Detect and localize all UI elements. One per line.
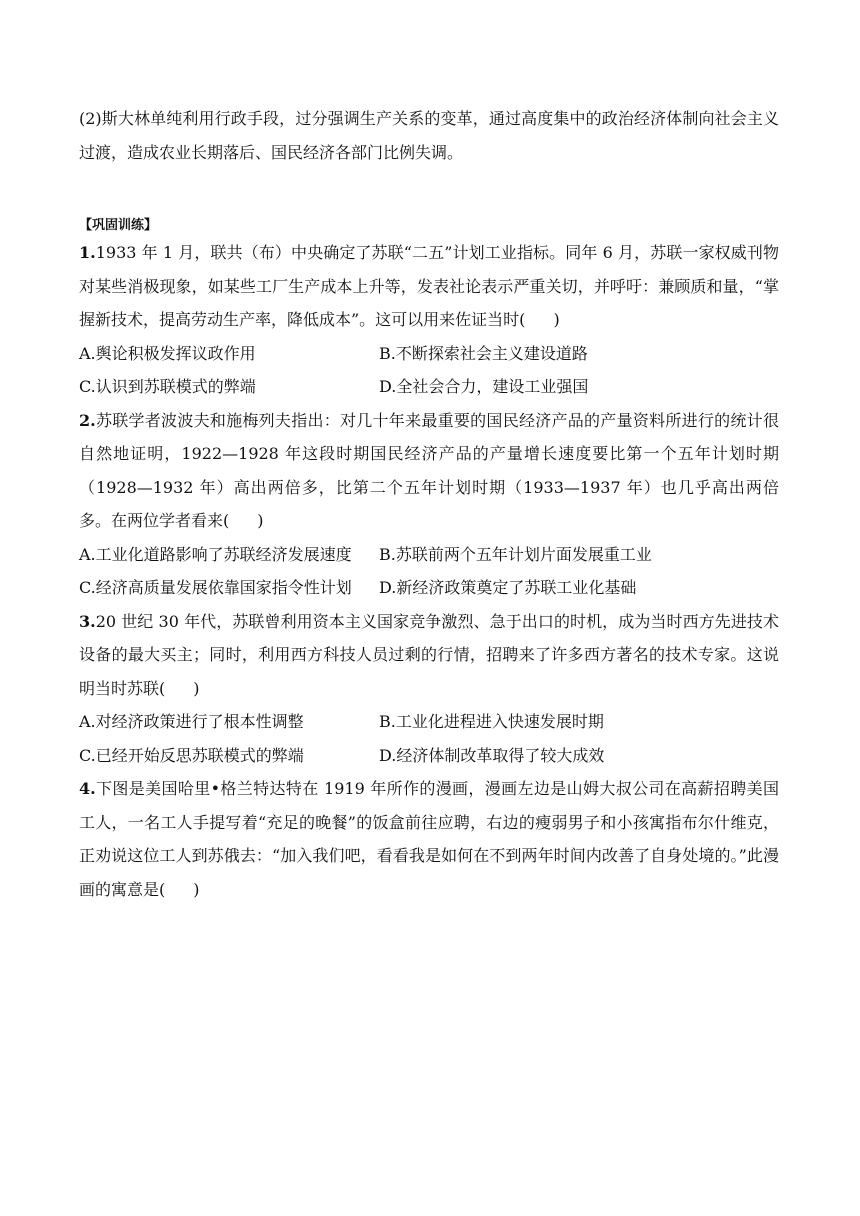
option-c: C.认识到苏联模式的弊端 bbox=[79, 377, 256, 396]
question-text-end: ) bbox=[257, 511, 264, 530]
option-d: D.新经济政策奠定了苏联工业化基础 bbox=[379, 578, 637, 597]
options-grid bbox=[79, 538, 779, 605]
question-number: 3. bbox=[79, 611, 96, 631]
option-a: A.舆论积极发挥议政作用 bbox=[79, 343, 256, 363]
question-4 bbox=[79, 772, 779, 906]
question-text-end: ) bbox=[193, 879, 200, 899]
option-c: C.经济高质量发展依靠国家指令性计划 bbox=[79, 578, 352, 597]
options-grid bbox=[79, 705, 779, 772]
option-c: C.已经开始反思苏联模式的弊端 bbox=[79, 745, 304, 765]
question-stem bbox=[79, 236, 779, 337]
question-stem bbox=[79, 605, 779, 706]
question-text-end: ) bbox=[193, 678, 200, 698]
question-3 bbox=[79, 605, 779, 773]
intro-paragraph: (2)斯大林单纯利用行政手段，过分强调生产关系的变革，通过高度集中的政治经济体制向社会主义过渡，造成农业长期落后、国民经济各部门比例失调。 bbox=[79, 109, 779, 162]
options-grid bbox=[79, 337, 779, 404]
question-number: 4. bbox=[79, 779, 96, 798]
option-d: D.经济体制改革取得了较大成效 bbox=[379, 745, 605, 765]
question-stem bbox=[79, 404, 779, 538]
question-number: 2. bbox=[79, 410, 96, 430]
option-b: B.工业化进程进入快速发展时期 bbox=[379, 712, 604, 731]
option-a: A.工业化道路影响了苏联经济发展速度 bbox=[79, 544, 352, 564]
document-page bbox=[79, 102, 779, 906]
question-1 bbox=[79, 236, 779, 404]
question-2 bbox=[79, 404, 779, 605]
section-title: 【巩固训练】 bbox=[79, 218, 158, 233]
question-text: 下图是美国哈里•格兰特达特在 1919 年所作的漫画，漫画左边是山姆大叔公司在高薪招聘美国工人，一名工人手提写着“充足的晚餐”的饭盒前往应聘，右边的瘦弱男子和小孩寓指布尔什维克，正劝说这位工人到苏俄去：“加入我们吧，看看我是如何在不到两年时间内改善了自身处境的。”此漫画的寓意是( bbox=[79, 779, 779, 899]
question-number: 1. bbox=[79, 243, 96, 262]
question-text-end: ) bbox=[553, 310, 560, 329]
option-b: B.不断探索社会主义建设道路 bbox=[379, 343, 588, 363]
option-a: A.对经济政策进行了根本性调整 bbox=[79, 712, 304, 731]
option-b: B.苏联前两个五年计划片面发展重工业 bbox=[379, 544, 652, 564]
question-text: 1933 年 1 月，联共（布）中央确定了苏联“二五”计划工业指标。同年 6 月，苏联一家权威刊物对某些消极现象，如某些工厂生产成本上升等，发表社论表示严重关切，并呼吁：兼顾质和量，“掌握新技术，提高劳动生产率，降低成本”。这可以用来佐证当时( bbox=[79, 243, 779, 329]
option-d: D.全社会合力，建设工业强国 bbox=[379, 377, 589, 396]
question-text: 20 世纪 30 年代，苏联曾利用资本主义国家竞争激烈、急于出口的时机，成为当时西方先进技术设备的最大买主；同时，利用西方科技人员过剩的行情，招聘来了许多西方著名的技术专家。这说明当时苏联( bbox=[79, 611, 779, 698]
question-text: 苏联学者波波夫和施梅列夫指出：对几十年来最重要的国民经济产品的产量资料所进行的统计很自然地证明，1922—1928 年这段时期国民经济产品的产量增长速度要比第一个五年计划时期（1928—1932 年）高出两倍多，比第二个五年计划时期（1933—1937 年）也几乎高出两倍多。在两位学者看来( bbox=[79, 410, 779, 530]
question-stem bbox=[79, 772, 779, 906]
